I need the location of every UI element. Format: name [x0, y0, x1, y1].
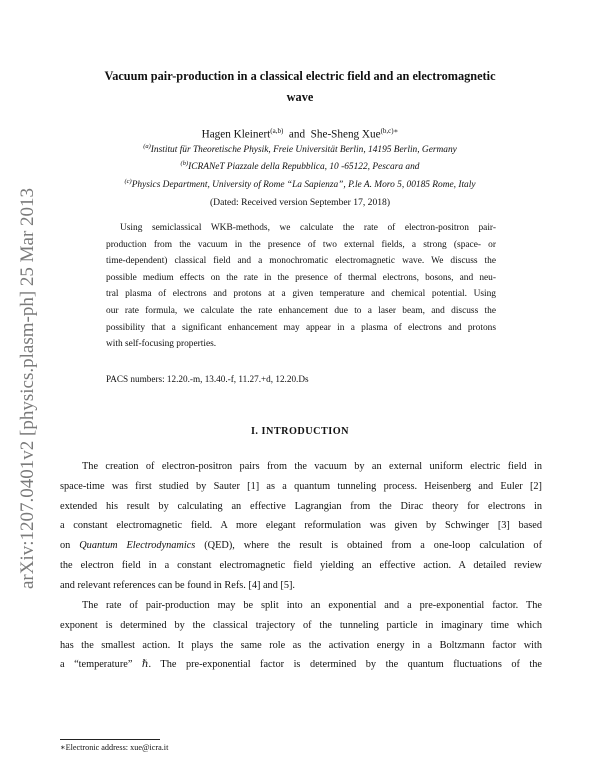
paragraph-line: extended his result by calculating an effective Lagrangian from the Dirac theory for electrons in	[60, 500, 542, 512]
paragraph-line: a “temperature” ℏ. The pre-exponential factor is determined by the quantum fluctuations of the	[60, 659, 542, 671]
affiliation-text: Physics Department, University of Rome “La Sapienza”, P.le A. Moro 5, 00185 Rome, Italy	[131, 180, 476, 191]
affiliation-c	[70, 176, 530, 191]
arxiv-identifier: arXiv:1207.0401v2 [physics.plasm-ph] 25 Mar 2013	[17, 187, 38, 589]
title-line-1: Vacuum pair-production in a classical electric field and an electromagnetic	[104, 69, 496, 83]
emphasized-term: Quantum Electrodynamics	[79, 540, 196, 552]
arxiv-side-stamp	[4, 0, 48, 776]
affiliation-text: ICRANeT Piazzale della Repubblica, 10 -65122, Pescara and	[188, 162, 420, 173]
paragraph-intro	[60, 457, 542, 596]
footnote: ∗Electronic address: xue@icra.it	[60, 743, 169, 752]
paragraph-rate	[60, 596, 542, 675]
affiliation-b	[70, 158, 530, 173]
paper-title	[70, 66, 530, 108]
text-run: on	[60, 540, 80, 552]
title-line-2: wave	[286, 90, 314, 104]
abstract-line: time-dependent) classical field and a monochromatic electromagnetic wave. We discuss the	[106, 256, 496, 267]
paragraph-line: space-time was first studied by Sauter [1] as a quantum tunneling process. Heisenberg and Euler [2]	[60, 480, 542, 492]
abstract-line: possibility that a significant enhancement may appear in a plasma of electrons and protons	[106, 322, 496, 333]
abstract-line: Using semiclassical WKB-methods, we calculate the rate of electron-positron pair-	[120, 223, 496, 233]
paragraph-line: has the smallest action. It plays the same role as the activation energy in a Boltzmann factor with	[60, 639, 542, 651]
abstract-line: our rate formula, we calculate the rate enhancement due to a laser beam, and discuss the	[106, 305, 496, 316]
author-affiliation-mark: (b,c)∗	[380, 127, 399, 135]
paragraph-line	[60, 536, 542, 556]
section-heading: I. INTRODUCTION	[250, 426, 350, 437]
paragraph-line: exponent is determined by the classical trajectory of the tunneling particle in imaginary time which	[60, 619, 542, 631]
author-list	[60, 124, 540, 142]
text-run: (QED), where the result is obtained from a one-loop calculation of	[195, 540, 543, 552]
abstract-line: tral plasma of electrons and protons at a given temperature and chemical potential. Using	[106, 289, 496, 300]
dated-line: (Dated: Received version September 17, 2018)	[209, 197, 391, 208]
paragraph-line: and relevant references can be found in Refs. [4] and [5].	[60, 579, 296, 591]
paragraph-line: a constant electromagnetic field. A more elegant reformulation was given by Schwinger [3] based	[60, 520, 542, 532]
paragraph-line: The creation of electron-positron pairs from the vacuum by an external uniform electric field in	[82, 461, 542, 472]
author-name: She-Sheng Xue	[310, 128, 381, 141]
footnote-divider	[60, 739, 160, 740]
affiliation-mark: (c)	[124, 178, 132, 185]
abstract	[106, 220, 496, 353]
abstract-line: possible medium effects on the rate in the presence of thermal electrons, bosons, and neu-	[106, 272, 496, 283]
affiliation-mark: (a)	[143, 143, 151, 150]
abstract-line: with self-focusing properties.	[106, 339, 217, 350]
pacs-numbers: PACS numbers: 12.20.-m, 13.40.-f, 11.27.+d, 12.20.Ds	[106, 374, 309, 384]
author-affiliation-mark: (a,b)	[270, 127, 284, 135]
paragraph-line: The rate of pair-production may be split into an exponential and a pre-exponential factor. The	[82, 600, 542, 611]
affiliation-a	[70, 141, 530, 156]
author-name: Hagen Kleinert	[201, 128, 271, 141]
paragraph-line: the electron field in a constant electromagnetic field yielding an effective action. A detailed review	[60, 559, 542, 571]
author-conjunction: and	[288, 128, 306, 141]
affiliation-mark: (b)	[180, 160, 189, 167]
abstract-line: production from the vacuum in the presence of two external fields, a strong (space- or	[106, 239, 496, 250]
affiliation-text: Institut für Theoretische Physik, Freie Universität Berlin, 14195 Berlin, Germany	[150, 145, 457, 156]
